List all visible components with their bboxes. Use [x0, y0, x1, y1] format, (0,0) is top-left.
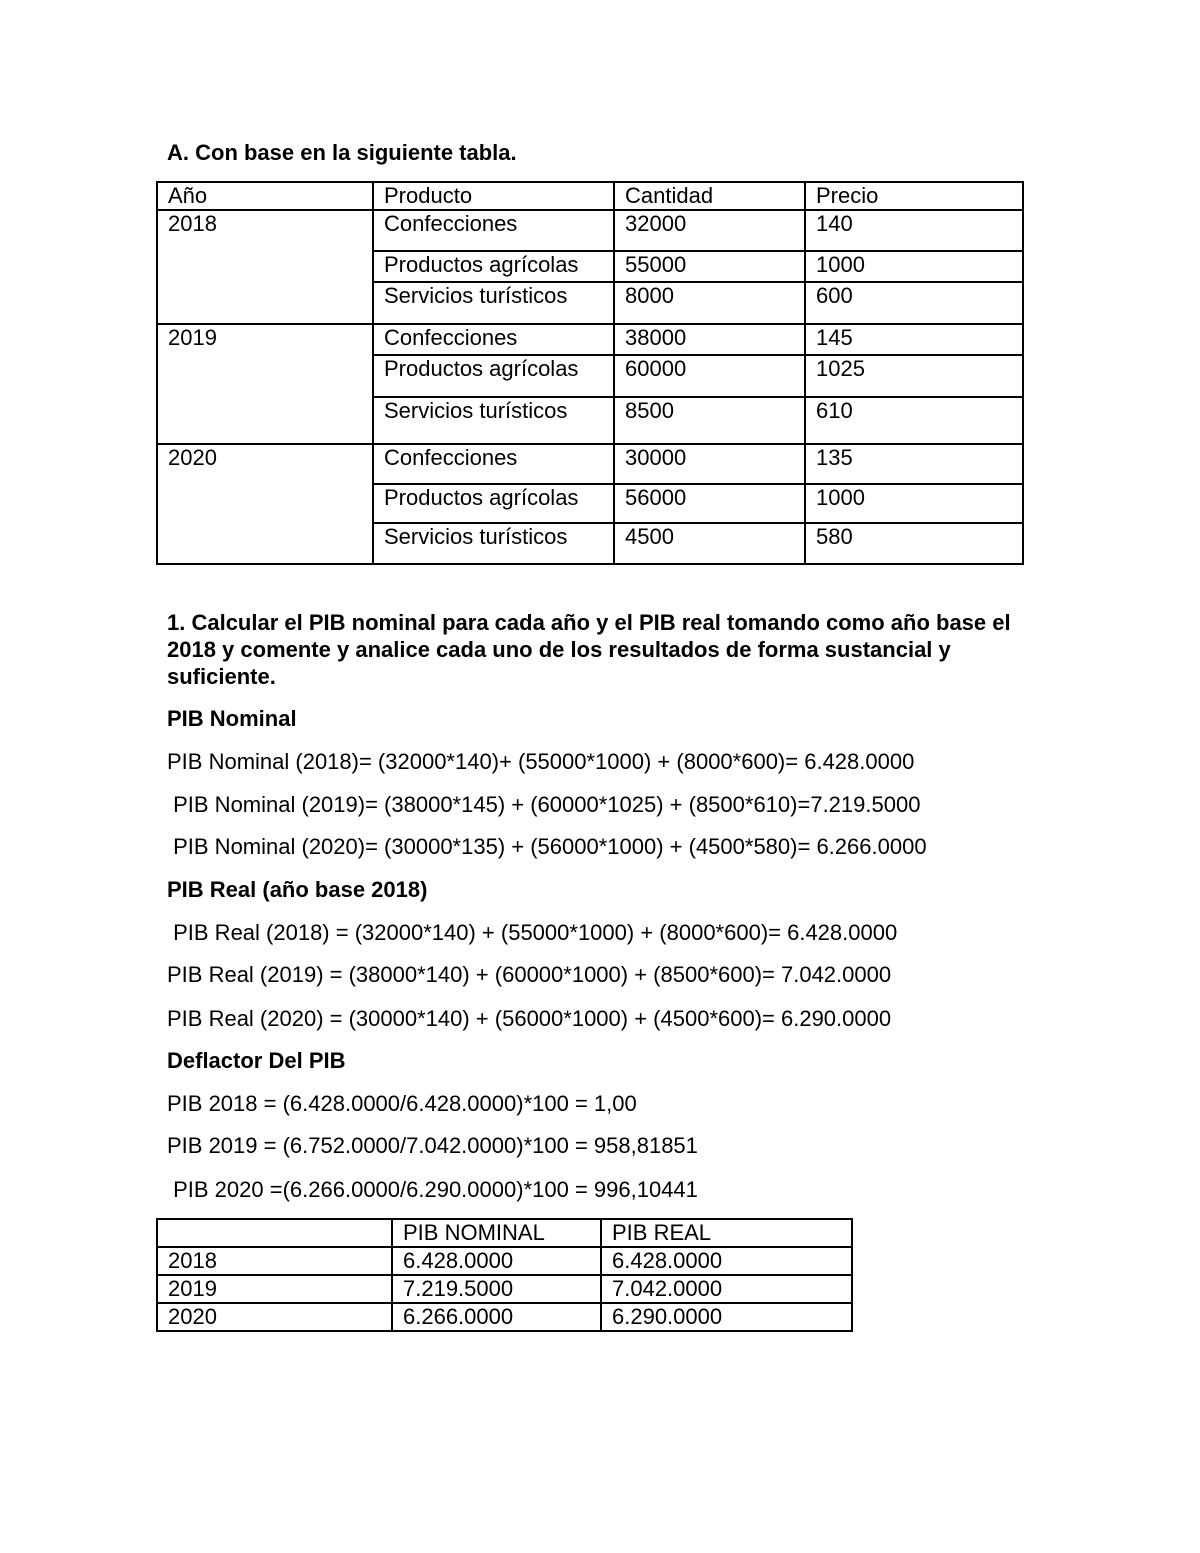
- product-cell: Productos agrícolas: [373, 484, 614, 523]
- year-cell: 2018: [157, 210, 373, 324]
- year-cell: 2020: [157, 1303, 392, 1331]
- quantity-cell: 8000: [614, 282, 805, 324]
- year-cell: 2018: [157, 1247, 392, 1275]
- product-cell: Confecciones: [373, 324, 614, 355]
- product-cell: Servicios turísticos: [373, 282, 614, 324]
- pib-real-line: PIB Real (2020) = (30000*140) + (56000*1000) + (4500*600)= 6.290.0000: [167, 1006, 892, 1031]
- table-row: [157, 210, 1023, 251]
- price-cell: 1025: [805, 355, 1023, 397]
- quantity-cell: 38000: [614, 324, 805, 355]
- real-cell: 6.428.0000: [601, 1247, 852, 1275]
- section-a-heading: A. Con base en la siguiente tabla.: [167, 140, 517, 165]
- deflactor-line: PIB 2019 = (6.752.0000/7.042.0000)*100 = 958,81851: [167, 1133, 698, 1158]
- price-cell: 135: [805, 444, 1023, 484]
- product-cell: Servicios turísticos: [373, 397, 614, 444]
- table-row: [157, 324, 1023, 355]
- table-row: [157, 1303, 852, 1331]
- header-price: Precio: [805, 182, 1023, 210]
- summary-table: [156, 1218, 853, 1332]
- product-cell: Confecciones: [373, 210, 614, 251]
- header-year: Año: [157, 182, 373, 210]
- year-cell: 2019: [157, 324, 373, 444]
- table-row: [157, 1247, 852, 1275]
- table-header-row: [157, 182, 1023, 210]
- year-cell: 2020: [157, 444, 373, 564]
- nominal-cell: 6.266.0000: [392, 1303, 601, 1331]
- nominal-cell: 7.219.5000: [392, 1275, 601, 1303]
- real-cell: 6.290.0000: [601, 1303, 852, 1331]
- table-row: [157, 444, 1023, 484]
- pib-nominal-heading: PIB Nominal: [167, 706, 297, 731]
- quantity-cell: 56000: [614, 484, 805, 523]
- product-cell: Productos agrícolas: [373, 355, 614, 397]
- price-cell: 145: [805, 324, 1023, 355]
- pib-real-line: PIB Real (2018) = (32000*140) + (55000*1000) + (8000*600)= 6.428.0000: [167, 920, 898, 945]
- quantity-cell: 32000: [614, 210, 805, 251]
- price-cell: 600: [805, 282, 1023, 324]
- deflactor-line: PIB 2018 = (6.428.0000/6.428.0000)*100 = 1,00: [167, 1091, 637, 1116]
- product-cell: Confecciones: [373, 444, 614, 484]
- price-cell: 1000: [805, 251, 1023, 282]
- header-empty: [157, 1219, 392, 1247]
- quantity-cell: 55000: [614, 251, 805, 282]
- price-cell: 580: [805, 523, 1023, 564]
- quantity-cell: 60000: [614, 355, 805, 397]
- question-1: 1. Calcular el PIB nominal para cada año y el PIB real tomando como año base el 2018 y comente y analice cada uno de los resultados de forma sustancial y suficiente.: [167, 610, 1011, 689]
- header-pib-nominal: PIB NOMINAL: [392, 1219, 601, 1247]
- price-cell: 1000: [805, 484, 1023, 523]
- product-cell: Servicios turísticos: [373, 523, 614, 564]
- real-cell: 7.042.0000: [601, 1275, 852, 1303]
- pib-nominal-line: PIB Nominal (2018)= (32000*140)+ (55000*1000) + (8000*600)= 6.428.0000: [167, 749, 915, 774]
- header-product: Producto: [373, 182, 614, 210]
- pib-real-line: PIB Real (2019) = (38000*140) + (60000*1000) + (8500*600)= 7.042.0000: [167, 962, 892, 987]
- quantity-cell: 8500: [614, 397, 805, 444]
- quantity-cell: 4500: [614, 523, 805, 564]
- price-cell: 610: [805, 397, 1023, 444]
- year-cell: 2019: [157, 1275, 392, 1303]
- pib-nominal-line: PIB Nominal (2020)= (30000*135) + (56000*1000) + (4500*580)= 6.266.0000: [167, 834, 927, 859]
- quantity-cell: 30000: [614, 444, 805, 484]
- table-header-row: [157, 1219, 852, 1247]
- pib-nominal-line: PIB Nominal (2019)= (38000*145) + (60000*1025) + (8500*610)=7.219.5000: [167, 792, 921, 817]
- nominal-cell: 6.428.0000: [392, 1247, 601, 1275]
- deflactor-line: PIB 2020 =(6.266.0000/6.290.0000)*100 = 996,10441: [167, 1177, 698, 1202]
- product-cell: Productos agrícolas: [373, 251, 614, 282]
- deflactor-heading: Deflactor Del PIB: [167, 1048, 346, 1073]
- production-table: [156, 181, 1024, 565]
- header-quantity: Cantidad: [614, 182, 805, 210]
- pib-real-heading: PIB Real (año base 2018): [167, 877, 428, 902]
- table-row: [157, 1275, 852, 1303]
- header-pib-real: PIB REAL: [601, 1219, 852, 1247]
- price-cell: 140: [805, 210, 1023, 251]
